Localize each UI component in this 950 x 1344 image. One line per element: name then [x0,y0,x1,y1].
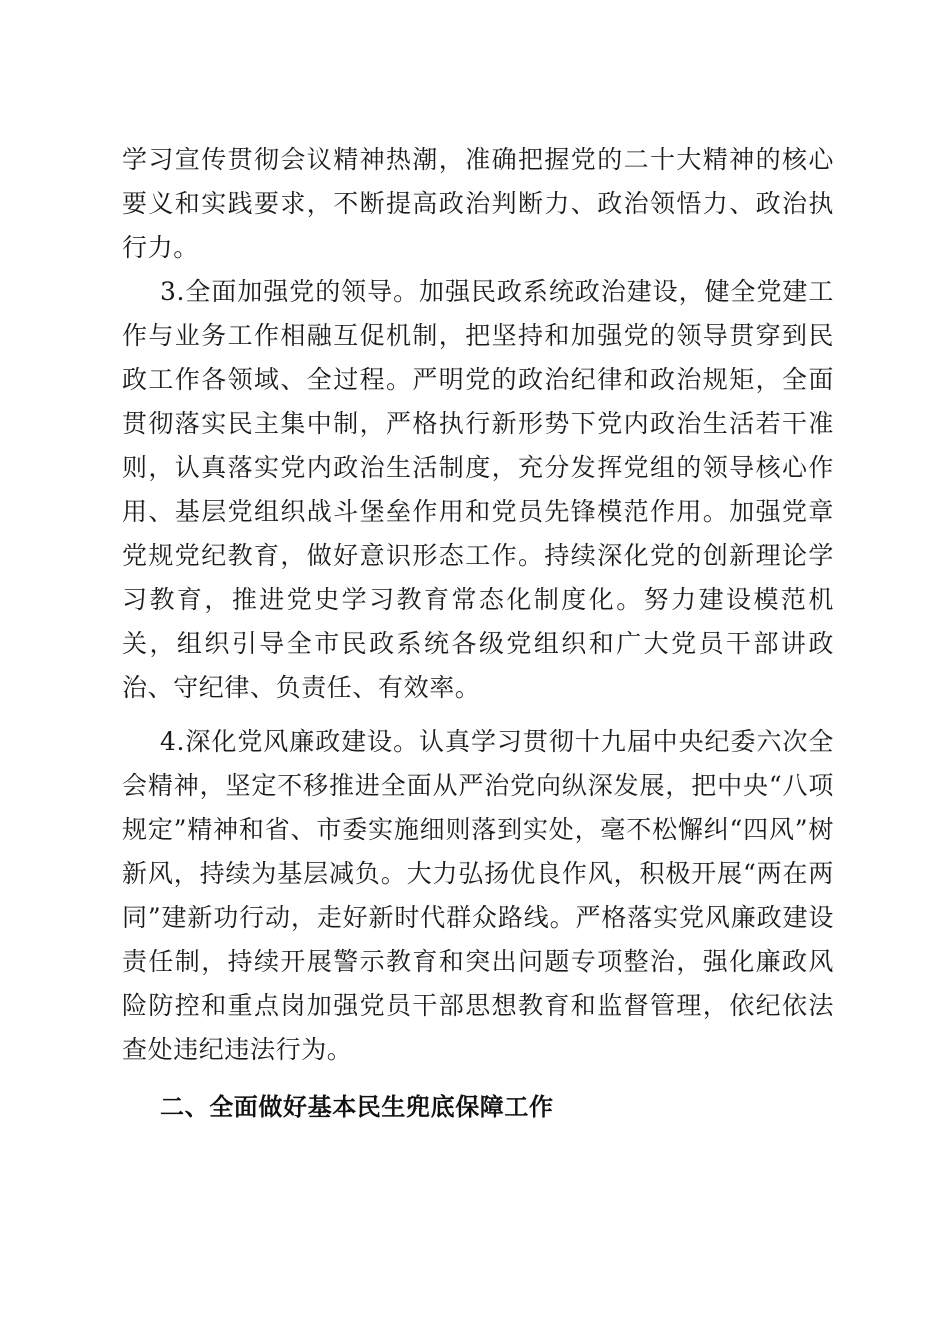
body-text [122,138,834,270]
paragraph-item-3-strengthen-party-leadership: 3.全面加强党的领导。加强民政系统政治建设，健全党建工作与业务工作相融互促机制，把坚持和加强党的领导贯穿到民政工作各领域、全过程。严明党的政治纪律和政治规矩，全面贯彻落实民主集中制，严格执行新形势下党内政治生活若干准则，认真落实党内政治生活制度，充分发挥党组的领导核心作用、基层党组织战斗堡垒作用和党员先锋模范作用。加强党章党规党纪教育，做好意识形态工作。持续深化党的创新理论学习教育，推进党史学习教育常态化制度化。努力建设模范机关，组织引导全市民政系统各级党组织和广大党员干部讲政治、守纪律、负责任、有效率。 [122,277,834,702]
body-text-item-3 [122,270,834,710]
body-text-item-4 [122,720,834,1072]
section-heading: 二、全面做好基本民生兜底保障工作 [160,1093,554,1121]
paragraph-item-4-party-conduct-integrity: 4.深化党风廉政建设。认真学习贯彻十九届中央纪委六次全会精神，坚定不移推进全面从严治党向纵深发展，把中央“八项规定”精神和省、市委实施细则落到实处，毫不松懈纠“四风”树新风，持续为基层减负。大力弘扬优良作风，积极开展“两在两同”建新功行动，走好新时代群众路线。严格落实党风廉政建设责任制，持续开展警示教育和突出问题专项整治，强化廉政风险防控和重点岗加强党员干部思想教育和监督管理，依纪依法查处违纪违法行为。 [122,727,834,1064]
paragraph-continuation: 学习宣传贯彻会议精神热潮，准确把握党的二十大精神的核心要义和实践要求，不断提高政治判断力、政治领悟力、政治执行力。 [122,145,834,262]
